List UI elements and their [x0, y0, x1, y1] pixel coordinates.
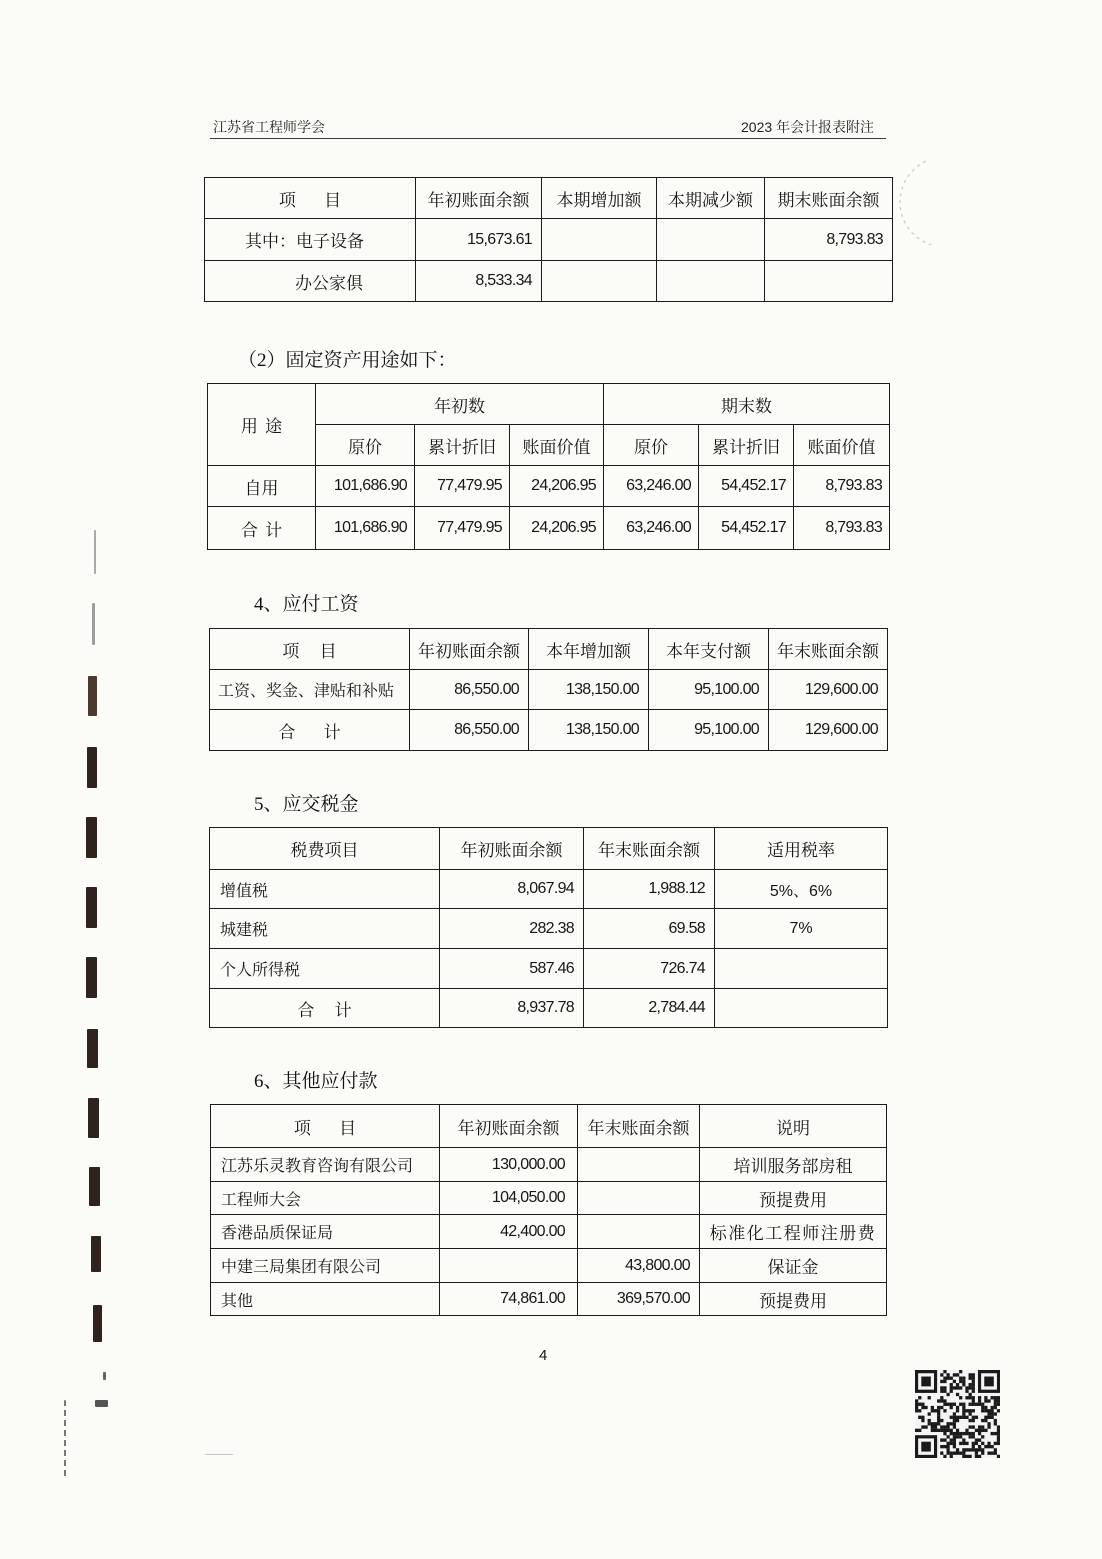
- cell-closing-balance: 369,570.00: [578, 1283, 700, 1316]
- cell-opening-balance: 86,550.00: [410, 670, 529, 710]
- section-heading-usage: （2）固定资产用途如下：: [238, 350, 457, 371]
- cell-value: 24,206.95: [510, 466, 604, 507]
- binding-hole-mark: [86, 887, 97, 928]
- col-header-original-cost: 原价: [604, 425, 699, 466]
- col-header-opening-balance: 年初账面余额: [440, 828, 584, 870]
- binding-hole-mark: [87, 1029, 98, 1068]
- cell-usage: 自用: [208, 466, 316, 507]
- cell-tax-item: 合 计: [210, 989, 440, 1028]
- table-header-row: [210, 629, 888, 670]
- table-row: [205, 261, 893, 302]
- cell-value: 101,686.90: [316, 466, 415, 507]
- table-total-row: [210, 989, 888, 1028]
- table-row: [210, 909, 888, 949]
- cell-tax-item: 城建税: [210, 909, 440, 949]
- cell-opening-balance: [440, 1249, 578, 1283]
- cell-increase: [542, 219, 657, 261]
- col-group-header-opening: 年初数: [316, 384, 604, 425]
- cell-increase: 138,150.00: [529, 670, 649, 710]
- col-header-increase: 本期增加额: [542, 178, 657, 219]
- cell-tax-rate: 5%、6%: [715, 870, 888, 909]
- col-header-item: 项 目: [211, 1105, 440, 1148]
- cell-opening-balance: 86,550.00: [410, 710, 529, 751]
- col-header-accumulated-depreciation: 累计折旧: [699, 425, 794, 466]
- binding-hole-mark: [86, 957, 97, 998]
- table-row: [211, 1283, 887, 1316]
- cell-tax-rate: [715, 989, 888, 1028]
- table-row: [210, 870, 888, 909]
- cell-description: 保证金: [700, 1249, 887, 1283]
- binding-hole-mark: [94, 530, 96, 574]
- cell-opening-balance: 104,050.00: [440, 1182, 578, 1215]
- table-header-row: [205, 178, 893, 219]
- cell-item: 办公家俱: [205, 261, 416, 302]
- cell-paid: 95,100.00: [649, 670, 769, 710]
- cell-decrease: [657, 261, 765, 302]
- cell-description: 标准化工程师注册费: [700, 1215, 887, 1249]
- cell-item: 江苏乐灵教育咨询有限公司: [211, 1148, 440, 1182]
- cell-closing-balance: 129,600.00: [769, 710, 888, 751]
- col-header-opening-balance: 年初账面余额: [410, 629, 529, 670]
- seal-mark: [890, 160, 950, 245]
- table-row: [205, 219, 893, 261]
- cell-item: 香港品质保证局: [211, 1215, 440, 1249]
- table-header-row: [210, 828, 888, 870]
- cell-closing-balance: [578, 1148, 700, 1182]
- binding-hole-mark: [89, 1167, 100, 1206]
- table-row: [210, 949, 888, 989]
- cell-closing-balance: 69.58: [584, 909, 715, 949]
- table-header-row: [208, 384, 890, 425]
- cell-increase: [542, 261, 657, 302]
- col-header-opening-balance: 年初账面余额: [416, 178, 542, 219]
- col-header-closing-balance: 年末账面余额: [769, 629, 888, 670]
- binding-hole-mark: [86, 817, 97, 858]
- page-number: 4: [539, 1347, 548, 1364]
- cell-tax-item: 个人所得税: [210, 949, 440, 989]
- binding-hole-mark: [88, 676, 97, 716]
- col-header-description: 说明: [700, 1105, 887, 1148]
- fixed-assets-usage-table: [207, 383, 890, 550]
- col-header-book-value: 账面价值: [510, 425, 604, 466]
- cell-closing-balance: 2,784.44: [584, 989, 715, 1028]
- cell-item: 其中：电子设备: [205, 219, 416, 261]
- section-heading-wages: 4、应付工资: [254, 594, 359, 615]
- cell-closing-balance: 43,800.00: [578, 1249, 700, 1283]
- col-header-decrease: 本期减少额: [657, 178, 765, 219]
- col-header-opening-balance: 年初账面余额: [440, 1105, 578, 1148]
- cell-opening-balance: 74,861.00: [440, 1283, 578, 1316]
- cell-closing-balance: [765, 261, 893, 302]
- col-header-accumulated-depreciation: 累计折旧: [415, 425, 510, 466]
- cell-opening-balance: 8,067.94: [440, 870, 584, 909]
- cell-opening-balance: 15,673.61: [416, 219, 542, 261]
- cell-tax-rate: [715, 949, 888, 989]
- cell-description: 培训服务部房租: [700, 1148, 887, 1182]
- binding-edge-line: [64, 1400, 66, 1478]
- header-rule: [210, 138, 886, 139]
- cell-value: 8,793.83: [794, 507, 890, 550]
- cell-opening-balance: 130,000.00: [440, 1148, 578, 1182]
- qr-code: [915, 1370, 1000, 1458]
- organization-name: 江苏省工程师学会: [213, 119, 325, 135]
- cell-decrease: [657, 219, 765, 261]
- col-header-closing-balance: 年末账面余额: [578, 1105, 700, 1148]
- cell-usage: 合 计: [208, 507, 316, 550]
- other-payables-table: [210, 1104, 887, 1316]
- cell-closing-balance: [578, 1215, 700, 1249]
- scan-smudge: [205, 1454, 233, 1455]
- cell-closing-balance: 8,793.83: [765, 219, 893, 261]
- taxes-payable-table: [209, 827, 888, 1028]
- table-row: [211, 1182, 887, 1215]
- cell-value: 8,793.83: [794, 466, 890, 507]
- table-header-row: [211, 1105, 887, 1148]
- cell-value: 63,246.00: [604, 466, 699, 507]
- cell-opening-balance: 42,400.00: [440, 1215, 578, 1249]
- fixed-assets-change-table: [204, 177, 893, 302]
- cell-opening-balance: 587.46: [440, 949, 584, 989]
- col-header-tax-item: 税费项目: [210, 828, 440, 870]
- cell-value: 77,479.95: [415, 466, 510, 507]
- col-header-increase: 本年增加额: [529, 629, 649, 670]
- table-total-row: [210, 710, 888, 751]
- cell-item: 合 计: [210, 710, 410, 751]
- cell-closing-balance: 1,988.12: [584, 870, 715, 909]
- cell-value: 54,452.17: [699, 466, 794, 507]
- cell-opening-balance: 8,533.34: [416, 261, 542, 302]
- cell-item: 其他: [211, 1283, 440, 1316]
- cell-description: 预提费用: [700, 1283, 887, 1316]
- col-header-closing-balance: 年末账面余额: [584, 828, 715, 870]
- table-row: [208, 466, 890, 507]
- cell-closing-balance: 129,600.00: [769, 670, 888, 710]
- cell-increase: 138,150.00: [529, 710, 649, 751]
- binding-hole-mark: [95, 1400, 108, 1407]
- col-header-closing-balance: 期末账面余额: [765, 178, 893, 219]
- cell-closing-balance: 726.74: [584, 949, 715, 989]
- cell-tax-item: 增值税: [210, 870, 440, 909]
- col-group-header-closing: 期末数: [604, 384, 890, 425]
- col-header-original-cost: 原价: [316, 425, 415, 466]
- col-header-book-value: 账面价值: [794, 425, 890, 466]
- col-header-item: 项 目: [210, 629, 410, 670]
- table-total-row: [208, 507, 890, 550]
- wages-payable-table: [209, 628, 888, 751]
- cell-opening-balance: 282.38: [440, 909, 584, 949]
- section-heading-other-payables: 6、其他应付款: [254, 1071, 378, 1092]
- report-title: 2023 年会计报表附注: [741, 119, 875, 135]
- binding-hole-mark: [92, 603, 95, 645]
- table-row: [211, 1148, 887, 1182]
- cell-item: 工资、奖金、津贴和补贴: [210, 670, 410, 710]
- col-header-usage: 用 途: [208, 384, 316, 466]
- cell-item: 工程师大会: [211, 1182, 440, 1215]
- cell-value: 63,246.00: [604, 507, 699, 550]
- binding-hole-mark: [87, 747, 97, 788]
- binding-hole-mark: [93, 1305, 102, 1342]
- cell-value: 54,452.17: [699, 507, 794, 550]
- cell-opening-balance: 8,937.78: [440, 989, 584, 1028]
- table-row: [211, 1249, 887, 1283]
- col-header-paid: 本年支付额: [649, 629, 769, 670]
- binding-hole-mark: [88, 1098, 99, 1138]
- cell-item: 中建三局集团有限公司: [211, 1249, 440, 1283]
- cell-paid: 95,100.00: [649, 710, 769, 751]
- table-row: [210, 670, 888, 710]
- cell-tax-rate: 7%: [715, 909, 888, 949]
- section-heading-taxes: 5、应交税金: [254, 794, 359, 815]
- binding-hole-mark: [103, 1372, 106, 1380]
- col-header-item: 项 目: [205, 178, 416, 219]
- cell-closing-balance: [578, 1182, 700, 1215]
- binding-hole-mark: [91, 1236, 101, 1272]
- cell-value: 24,206.95: [510, 507, 604, 550]
- cell-value: 77,479.95: [415, 507, 510, 550]
- table-row: [211, 1215, 887, 1249]
- cell-description: 预提费用: [700, 1182, 887, 1215]
- col-header-tax-rate: 适用税率: [715, 828, 888, 870]
- cell-value: 101,686.90: [316, 507, 415, 550]
